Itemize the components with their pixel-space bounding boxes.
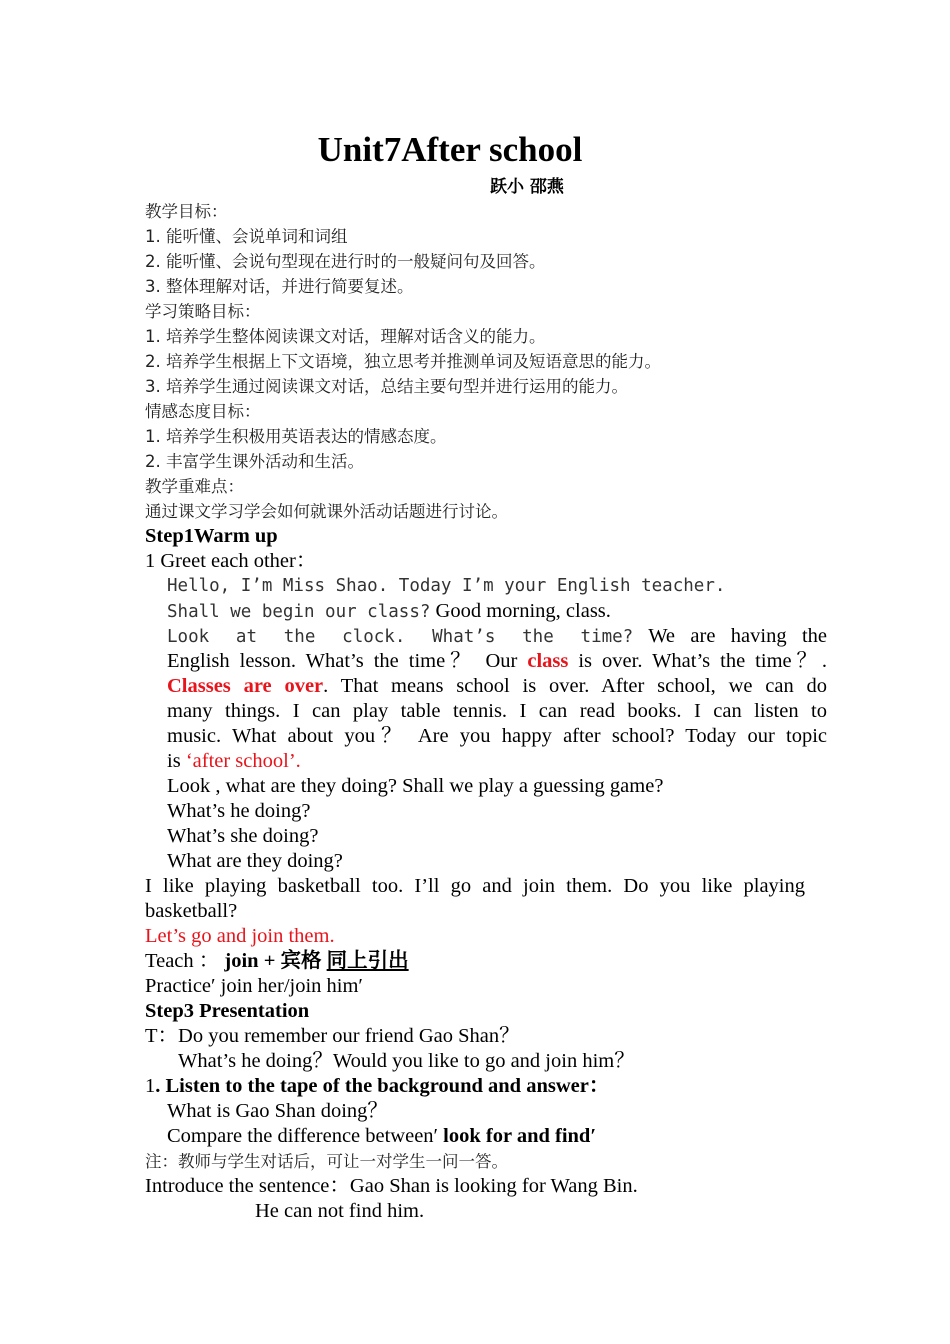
listen-number: 1 <box>145 1075 156 1097</box>
listen-text: . Listen to the tape of the background and answer： <box>155 1075 610 1097</box>
dialogue-line <box>167 599 611 625</box>
dialogue-line: I like playing basketball too. I’ll go and join them. Do you like playing <box>145 875 805 897</box>
dialogue-segment: We are having the <box>633 625 827 647</box>
compare-text: Compare the difference between′ <box>167 1125 444 1147</box>
dialogue-line: many things. I can play table tennis. I can read books. I can listen to <box>167 700 827 722</box>
practice-line: Practice′ join her/join him′ <box>145 975 363 997</box>
teacher-note: 注：教师与学生对话后，可让一对学生一问一答。 <box>145 1152 508 1171</box>
highlight-classes-are-over: Classes are over <box>167 675 324 697</box>
highlight-topic: ‘after school’. <box>185 750 301 772</box>
teacher-line: T：Do you remember our friend Gao Shan？ <box>145 1025 520 1047</box>
dialogue-line <box>167 674 827 699</box>
page-title: Unit7After school <box>317 130 583 169</box>
teach-item: join + 宾格 <box>224 950 322 972</box>
dialogue-segment: is <box>167 750 186 772</box>
dialogue-segment: is over. What’s the time？. <box>568 650 827 672</box>
compare-line <box>167 1124 596 1149</box>
dialogue-line: music. What about you？ Are you happy after school? Today our topic <box>167 725 827 747</box>
greet-line: 1 Greet each other： <box>145 550 317 572</box>
dialogue-segment: Look at the clock. What’s the time? <box>167 627 634 647</box>
affect-objective-1: 1. 培养学生积极用英语表达的情感态度。 <box>145 427 447 446</box>
dialogue-line <box>167 649 827 674</box>
question-line: What is Gao Shan doing？ <box>167 1100 388 1122</box>
dialogue-line: What are they doing? <box>167 850 343 872</box>
teacher-line: What’s he doing？Would you like to go and join him？ <box>178 1050 635 1072</box>
teach-label: Teach ： <box>145 950 220 972</box>
teaching-objectives-heading: 教学目标： <box>145 202 228 221</box>
teach-note: 同上引出 <box>326 950 409 972</box>
dialogue-segment: Shall we begin our class? <box>167 602 431 622</box>
strategy-objective-1: 1. 培养学生整体阅读课文对话，理解对话含义的能力。 <box>145 327 546 346</box>
strategy-heading: 学习策略目标： <box>145 302 261 321</box>
key-points: 通过课文学习学会如何就课外活动话题进行讨论。 <box>145 502 508 521</box>
introduce-line: Introduce the sentence：Gao Shan is looking for Wang Bin. <box>145 1175 638 1197</box>
dialogue-line: basketball? <box>145 900 238 922</box>
dialogue-line: What’s he doing? <box>167 800 311 822</box>
highlight-join-them: Let’s go and join them. <box>145 925 335 947</box>
listen-task <box>145 1074 609 1099</box>
author: 跃小 邵燕 <box>490 177 564 197</box>
affect-heading: 情感态度目标： <box>145 402 261 421</box>
step1-heading: Step1Warm up <box>145 525 278 547</box>
dialogue-line <box>167 624 827 650</box>
dialogue-segment: English lesson. What’s the time？ Our <box>167 650 528 672</box>
dialogue-line <box>167 749 301 774</box>
step3-heading: Step3 Presentation <box>145 1000 310 1022</box>
strategy-objective-3: 3. 培养学生通过阅读课文对话，总结主要句型并进行运用的能力。 <box>145 377 628 396</box>
affect-objective-2: 2. 丰富学生课外活动和生活。 <box>145 452 364 471</box>
teaching-objective-1: 1. 能听懂、会说单词和词组 <box>145 227 348 246</box>
dialogue-line: What’s she doing? <box>167 825 319 847</box>
teaching-objective-2: 2. 能听懂、会说句型现在进行时的一般疑问句及回答。 <box>145 252 546 271</box>
teach-line <box>145 949 409 974</box>
compare-phrases: look for and find′ <box>443 1125 597 1147</box>
dialogue-line: Look , what are they doing? Shall we play a guessing game? <box>167 775 664 797</box>
introduce-line-2: He can not find him. <box>255 1200 425 1222</box>
dialogue-line: Hello, I’m Miss Shao. Today I’m your English teacher. <box>167 576 726 596</box>
dialogue-segment: . That means school is over. After school, we can do <box>323 675 827 697</box>
strategy-objective-2: 2. 培养学生根据上下文语境，独立思考并推测单词及短语意思的能力。 <box>145 352 661 371</box>
dialogue-segment: Good morning, class. <box>430 600 611 622</box>
key-points-heading: 教学重难点： <box>145 477 244 496</box>
highlight-class: class <box>527 650 569 672</box>
teaching-objective-3: 3. 整体理解对话，并进行简要复述。 <box>145 277 414 296</box>
